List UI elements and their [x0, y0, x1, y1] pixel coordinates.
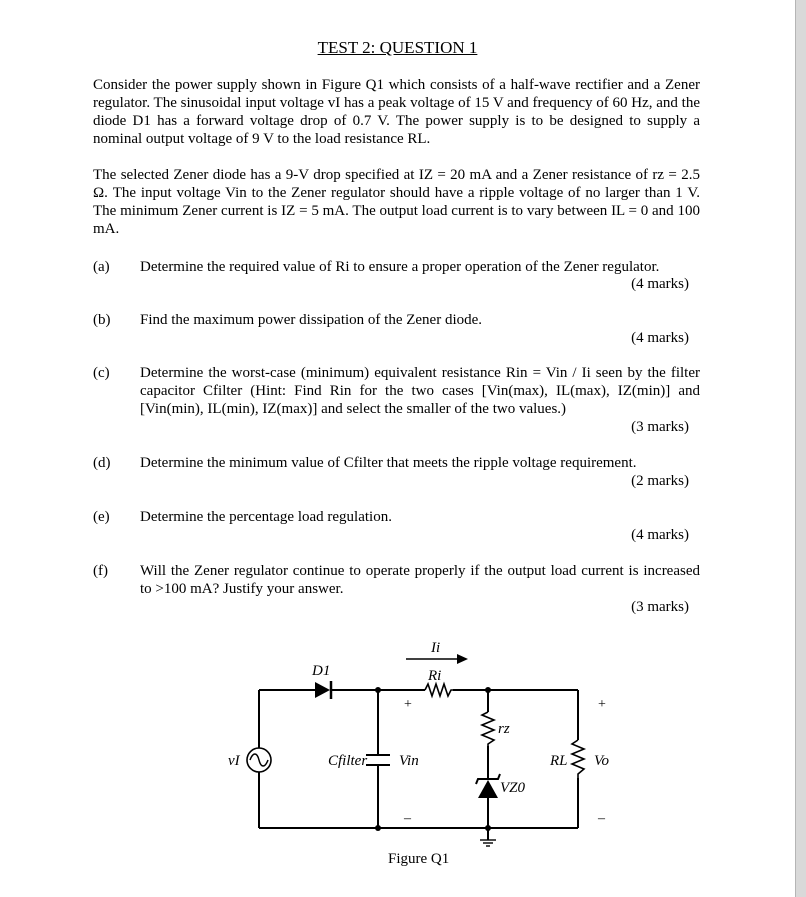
question-e-text: Determine the percentage load regulation.: [140, 509, 392, 525]
question-b-text: Find the maximum power dissipation of the Zener diode.: [140, 312, 483, 328]
question-f-marks: (3 marks): [631, 599, 689, 615]
title-text: TEST 2: QUESTION 1: [317, 38, 478, 57]
label-rl: RL: [550, 753, 568, 769]
question-a-label: (a): [93, 259, 110, 275]
question-d-label: (d): [93, 455, 111, 471]
resistor-rl-icon: [572, 740, 584, 778]
label-vi: vI: [228, 753, 240, 769]
capacitor-cfilter-icon: [366, 755, 390, 765]
question-d-text: Determine the minimum value of Cfilter that meets the ripple voltage requirement.: [140, 455, 637, 471]
vin-plus-sign: +: [404, 697, 412, 712]
question-e-label: (e): [93, 509, 110, 525]
resistor-ri-icon: [425, 684, 453, 696]
question-c-text: Determine the worst-case (minimum) equivalent resistance Rin = Vin / Ii seen by the filter capacitor Cfilter (Hint: Find Rin for the two cases [Vin(max), IL(max), IZ(min)] and [Vin(min), IL(min), IZ(max)] and select the smaller of the two values.): [140, 365, 700, 417]
junction-dots: [375, 687, 491, 831]
label-ri: Ri: [428, 668, 442, 684]
question-a-marks: (4 marks): [631, 276, 689, 292]
label-cfilter: Cfilter: [328, 753, 368, 769]
resistor-rz-icon: [482, 712, 494, 746]
diode-d1-icon: [315, 681, 331, 699]
ac-source-icon: [247, 748, 271, 772]
question-b-label: (b): [93, 312, 111, 328]
label-rz: rz: [498, 721, 510, 737]
intro-paragraph-1: Consider the power supply shown in Figure Q1 which consists of a half-wave rectifier and a Zener regulator. The sinusoidal input voltage vI has a peak voltage of 15 V and frequency of 60 Hz, and the diode D1 has a forward voltage drop of 0.7 V. The power supply is to be designed to supply a nominal output voltage of 9 V to the load resistance RL.: [93, 77, 700, 147]
intro-paragraph-2: The selected Zener diode has a 9-V drop specified at IZ = 20 mA and a Zener resistance of rz = 2.5 Ω. The input voltage Vin to the Zener regulator should have a ripple voltage of no larger than 1 V. The minimum Zener current is IZ = 5 mA. The output load current is to vary between IL = 0 and 100 mA.: [93, 167, 700, 237]
question-e-marks: (4 marks): [631, 527, 689, 543]
question-f-text: Will the Zener regulator continue to operate properly if the output load current is increased to >100 mA? Justify your answer.: [140, 563, 700, 597]
label-d1: D1: [312, 663, 331, 679]
label-vin: Vin: [399, 753, 419, 769]
vo-minus-sign: –: [598, 811, 605, 826]
question-c-marks: (3 marks): [631, 419, 689, 435]
question-a-text: Determine the required value of Ri to ensure a proper operation of the Zener regulator.: [140, 259, 660, 275]
question-f-label: (f): [93, 563, 108, 579]
label-ii: Ii: [431, 640, 441, 656]
question-d-marks: (2 marks): [631, 473, 689, 489]
label-vo: Vo: [594, 753, 609, 769]
label-vz0: VZ0: [500, 780, 526, 796]
question-b-marks: (4 marks): [631, 330, 689, 346]
question-c-label: (c): [93, 365, 110, 381]
figure-caption: Figure Q1: [388, 851, 450, 867]
vin-minus-sign: –: [404, 811, 411, 826]
window-edge: [795, 0, 806, 897]
ground-icon: [480, 840, 496, 846]
vo-plus-sign: +: [598, 697, 606, 712]
